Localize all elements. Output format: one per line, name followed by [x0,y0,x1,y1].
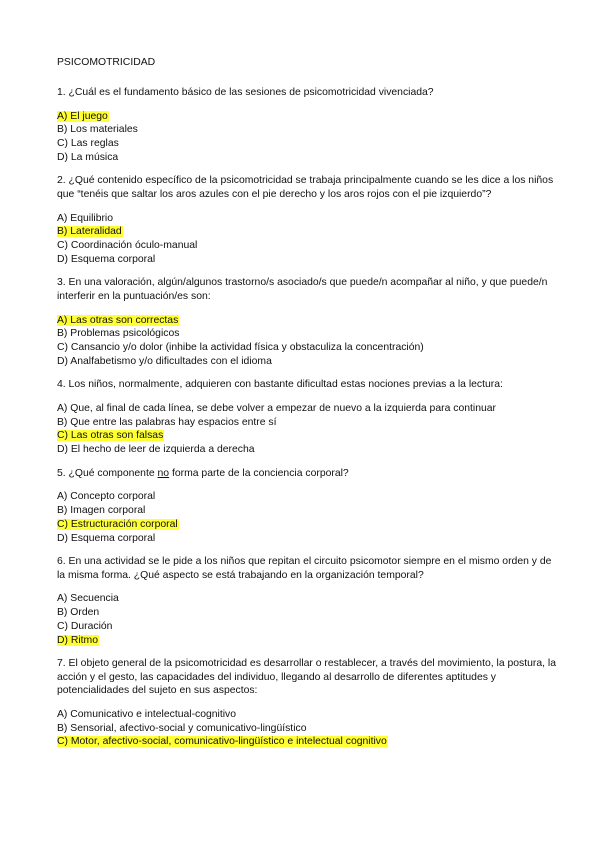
document-page [57,57,557,759]
question-text: 1. ¿Cuál es el fundamento básico de las sesiones de psicomotricidad vivenciada? [57,87,434,98]
option-list [57,314,557,369]
option-c [57,429,557,443]
question-1 [57,86,557,164]
option-d [57,634,557,648]
highlighted-answer: C) Estructuración corporal [57,518,178,530]
option-b: B) Problemas psicológicos [57,328,180,340]
highlighted-answer: C) Las otras son falsas [57,430,164,442]
question-7 [57,657,557,749]
option-c: C) Cansancio y/o dolor (inhibe la actividad física y obstaculiza la concentración) [57,342,424,353]
question-text: 4. Los niños, normalmente, adquieren con bastante dificultad estas nociones previas a la lectura: [57,379,503,391]
option-c [57,735,557,749]
option-list [57,110,557,165]
question-text-end: forma parte de la conciencia corporal? [169,467,349,479]
option-list [57,212,557,267]
question-2 [57,174,557,266]
option-list [57,708,557,749]
question-3 [57,276,557,368]
question-text: 7. El objeto general de la psicomotricidad es desarrollar o restablecer, a través del movimiento, la postura, la acción y el gesto, las capacidades del individuo, llegando al desarrollo de diferentes aptitudes y potencialidades del sujeto en sus aspectos: [57,658,557,697]
option-b: B) Los materiales [57,124,138,136]
question-text-start: 5. ¿Qué componente [57,467,158,479]
option-b: B) Orden [57,607,100,619]
question-6 [57,555,557,647]
document-title: PSICOMOTRICIDAD [57,57,156,68]
highlighted-answer: A) El juego [57,110,108,122]
option-d: D) Analfabetismo y/o dificultades con el idioma [57,355,272,367]
highlighted-answer: B) Lateralidad [57,226,122,238]
option-c: C) Duración [57,620,113,632]
option-a [57,314,557,328]
option-c [57,518,557,532]
option-b: B) Que entre las palabras hay espacios entre sí [57,416,277,428]
question-text: 6. En una actividad se le pide a los niños que repitan el circuito psicomotor siempre en el mismo orden y de la misma forma. ¿Qué aspecto se está trabajando en la organización temporal? [57,556,552,581]
question-5 [57,467,557,545]
option-c: C) Coordinación óculo-manual [57,240,198,251]
option-a [57,110,557,124]
highlighted-answer: C) Motor, afectivo-social, comunicativo-lingüístico e intelectual cognitivo [57,736,387,748]
option-list [57,592,557,647]
option-d: D) Esquema corporal [57,532,156,544]
option-b: B) Imagen corporal [57,505,146,517]
option-a: A) Que, al final de cada línea, se debe volver a empezar de nuevo a la izquierda para continuar [57,403,496,414]
option-a: A) Equilibrio [57,212,114,224]
option-a: A) Secuencia [57,593,119,605]
question-text [57,467,557,481]
underlined-word: no [157,467,170,479]
option-b: B) Sensorial, afectivo-social y comunicativo-lingüístico [57,722,307,734]
question-4 [57,378,557,456]
option-a: A) Comunicativo e intelectual-cognitivo [57,709,237,720]
option-list [57,490,557,545]
highlighted-answer: D) Ritmo [57,634,98,646]
option-d: D) Esquema corporal [57,253,156,265]
option-b [57,225,557,239]
option-a: A) Concepto corporal [57,491,156,503]
option-d: D) El hecho de leer de izquierda a derecha [57,444,255,456]
question-text: 2. ¿Qué contenido específico de la psicomotricidad se trabaja principalmente cuando se les dice a los niños que “tenéis que saltar los aros azules con el pie derecho y los aros rojos con el pie izquierdo”? [57,175,554,200]
question-text: 3. En una valoración, algún/algunos trastorno/s asociado/s que puede/n acompañar al niño, y que puede/n interferir en la puntuación/es son: [57,277,548,302]
option-d: D) La música [57,151,119,163]
highlighted-answer: A) Las otras son correctas [57,314,179,326]
option-c: C) Las reglas [57,138,119,149]
option-list [57,402,557,457]
